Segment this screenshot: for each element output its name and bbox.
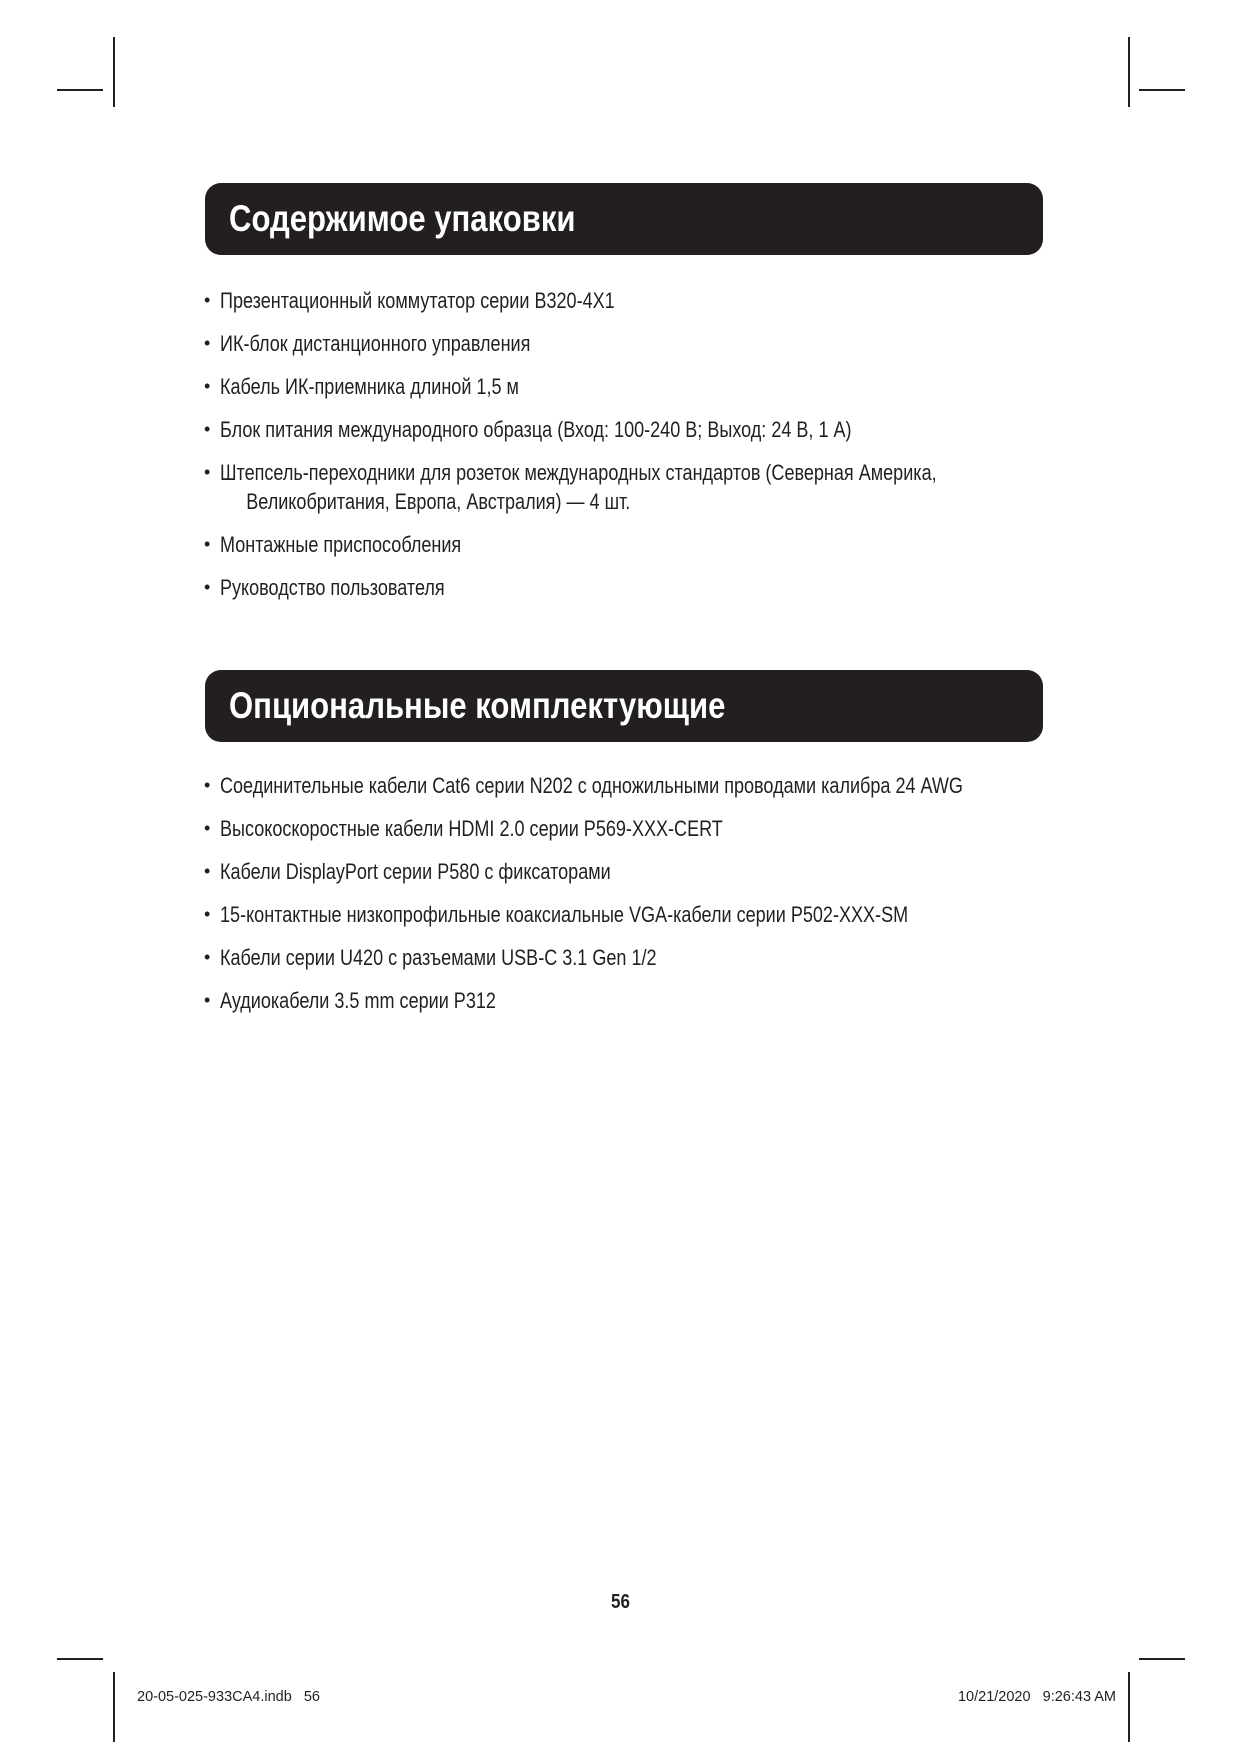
list-item-text: Монтажные приспособления xyxy=(220,532,462,557)
bullet: • xyxy=(204,861,211,881)
bullet: • xyxy=(204,947,211,967)
list-item xyxy=(204,857,1064,886)
crop-mark-top-left-horizontal xyxy=(57,89,103,91)
list-item-text: Презентационный коммутатор серии B320-4X1 xyxy=(220,288,615,313)
bullet: • xyxy=(204,775,211,795)
section-header-optional-accessories xyxy=(205,670,1043,742)
crop-mark-top-right-vertical xyxy=(1128,37,1130,107)
bullet: • xyxy=(204,534,211,554)
bullet: • xyxy=(204,419,211,439)
list-item xyxy=(204,530,1064,559)
bullet: • xyxy=(204,990,211,1010)
page-number: 56 xyxy=(611,1591,630,1613)
bullet: • xyxy=(204,290,211,310)
bullet: • xyxy=(204,904,211,924)
bullet: • xyxy=(204,818,211,838)
footer-file-info: 20-05-025-933CA4.indb 56 xyxy=(137,1689,320,1705)
list-item-continuation: Великобритания, Европа, Австралия) — 4 шт. xyxy=(246,489,631,514)
list-item-text: ИК-блок дистанционного управления xyxy=(220,331,531,356)
list-item-text: Кабели серии U420 с разъемами USB-C 3.1 Gen 1/2 xyxy=(220,945,657,970)
optional-accessories-list xyxy=(204,771,1064,1029)
list-item-text: Кабели DisplayPort серии P580 с фиксаторами xyxy=(220,859,611,884)
list-item xyxy=(204,771,1064,800)
crop-mark-top-right-horizontal xyxy=(1139,89,1185,91)
crop-mark-bottom-right-vertical xyxy=(1128,1672,1130,1742)
list-item xyxy=(204,943,1064,972)
section-title: Опциональные комплектующие xyxy=(229,685,726,726)
list-item-text: Высокоскоростные кабели HDMI 2.0 серии P569-XXX-CERT xyxy=(220,816,723,841)
list-item xyxy=(204,329,1064,358)
list-item-text: Аудиокабели 3.5 mm серии P312 xyxy=(220,988,496,1013)
crop-mark-bottom-left-vertical xyxy=(113,1672,115,1742)
list-item-text: Руководство пользователя xyxy=(220,575,445,600)
list-item xyxy=(204,814,1064,843)
list-item-text: Блок питания международного образца (Вход: 100-240 В; Выход: 24 В, 1 А) xyxy=(220,417,852,442)
bullet: • xyxy=(204,333,211,353)
list-item xyxy=(204,573,1064,602)
section-title: Содержимое упаковки xyxy=(229,198,576,239)
crop-mark-top-left-vertical xyxy=(113,37,115,107)
crop-mark-bottom-left-horizontal xyxy=(57,1658,103,1660)
list-item xyxy=(204,900,1064,929)
list-item xyxy=(204,986,1064,1015)
crop-mark-bottom-right-horizontal xyxy=(1139,1658,1185,1660)
list-item-text: 15-контактные низкопрофильные коаксиальные VGA-кабели серии P502-XXX-SM xyxy=(220,902,909,927)
list-item xyxy=(204,372,1064,401)
bullet: • xyxy=(204,577,211,597)
list-item xyxy=(204,286,1064,315)
bullet: • xyxy=(204,376,211,396)
section-header-package-contents xyxy=(205,183,1043,255)
list-item-text: Соединительные кабели Cat6 серии N202 с одножильными проводами калибра 24 AWG xyxy=(220,773,963,798)
footer-datetime: 10/21/2020 9:26:43 AM xyxy=(957,1689,1116,1705)
list-item-text: Кабель ИК-приемника длиной 1,5 м xyxy=(220,374,519,399)
list-item-text: Штепсель-переходники для розеток международных стандартов (Северная Америка, xyxy=(220,460,937,485)
list-item xyxy=(204,458,1064,516)
package-contents-list xyxy=(204,286,1064,616)
list-item xyxy=(204,415,1064,444)
bullet: • xyxy=(204,462,211,482)
